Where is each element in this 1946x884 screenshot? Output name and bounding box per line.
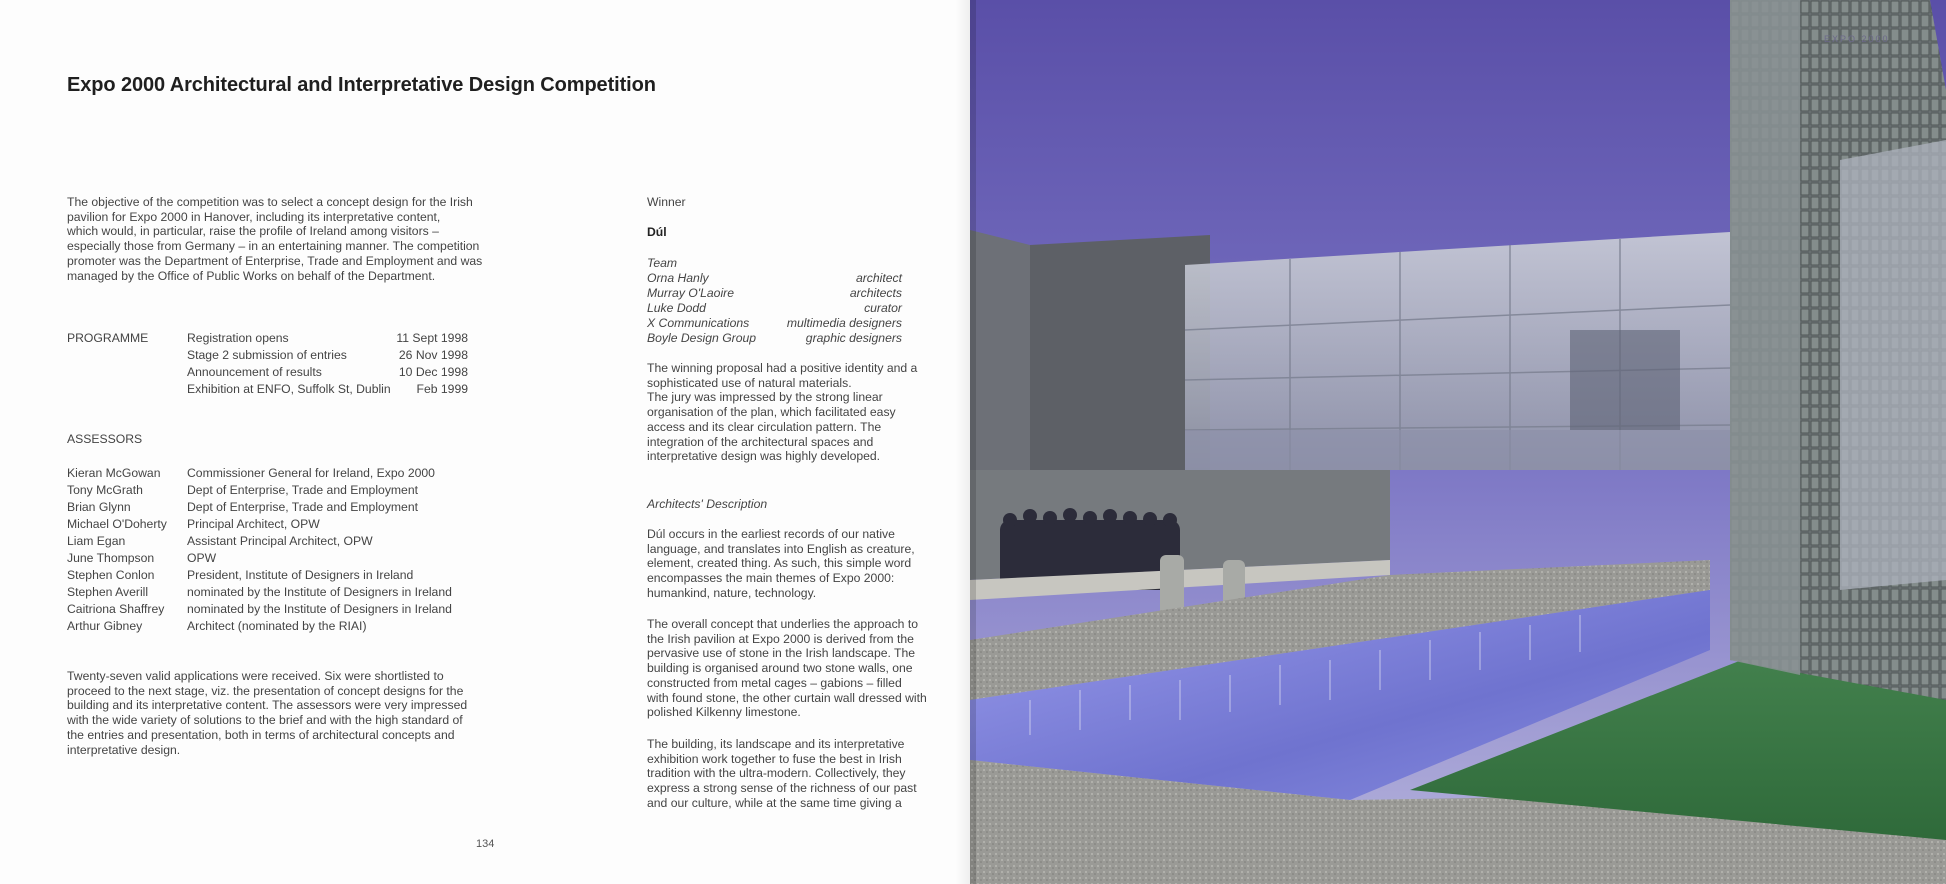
team-member-name: Boyle Design Group [647,331,757,345]
programme-item-label: Registration opens [187,331,289,345]
assessor-name: Michael O'Doherty [67,517,167,531]
team-member-role: architect [855,271,902,285]
assessor-role: nominated by the Institute of Designers in Ireland [187,585,452,599]
description-line: and our culture, while at the same time giving a [647,795,902,810]
team-heading: Team [647,256,678,270]
intro-line: especially those from Germany – in an entertaining manner. The competition [67,239,480,254]
description-line: building is organised around two stone walls, one [647,661,913,676]
outcome-line: Twenty-seven valid applications were received. Six were shortlisted to [67,669,444,683]
assessor-name: June Thompson [67,551,155,565]
outcome-line: the entries and presentation, both in terms of architectural concepts and [67,727,455,742]
outcome-line: proceed to the next stage, viz. the presentation of concept designs for the [67,683,464,698]
outcome-line: building and its interpretative content. The assessors were very impressed [67,698,468,713]
description-line: Dúl occurs in the earliest records of our native [647,527,895,541]
assessor-role: Dept of Enterprise, Trade and Employment [187,500,419,514]
description-line: tradition with the ultra-modern. Collectively, they [647,766,906,781]
assessor-name: Tony McGrath [67,483,143,497]
assessor-name: Arthur Gibney [67,619,143,633]
intro-line: The objective of the competition was to select a concept design for the Irish [67,195,473,209]
assessor-role: President, Institute of Designers in Ireland [187,568,414,582]
pavilion-rendering [970,0,1946,884]
team-member-role: graphic designers [805,331,902,345]
outcome-paragraph [67,669,467,757]
book-gutter [955,0,970,884]
jury-line: organisation of the plan, which facilitated easy [647,405,896,420]
description-line: The building, its landscape and its interpretative [647,737,905,751]
assessors-heading: ASSESSORS [67,432,143,446]
assessor-name: Caitriona Shaffrey [67,602,165,616]
intro-line: which would, in particular, raise the profile of Ireland among visitors – [67,224,439,239]
description-line: language, and translates into English as creature, [647,541,915,556]
assessor-role: nominated by the Institute of Designers in Ireland [187,602,452,616]
description-line: The overall concept that underlies the approach to [647,617,919,631]
description-paragraph-2 [647,617,927,720]
assessor-name: Kieran McGowan [67,466,161,480]
description-line: the Irish pavilion at Expo 2000 is derived from the [647,631,914,646]
description-line: exhibition work together to fuse the best in Irish [647,751,902,766]
assessor-role: Principal Architect, OPW [187,517,320,531]
team-member-role: multimedia designers [786,316,902,330]
description-paragraph-3 [647,737,917,811]
team-member-name: Murray O'Laoire [647,286,734,300]
team-member-name: Orna Hanly [647,271,709,285]
team-member-role: curator [864,301,902,315]
outcome-line: with the wide variety of solutions to the brief and with the high standard of [67,713,463,728]
description-line: constructed from metal cages – gabions – filled [647,675,902,690]
winner-name: Dúl [647,225,667,239]
programme-heading: PROGRAMME [67,331,149,345]
programme-item-label: Stage 2 submission of entries [187,348,347,362]
team-member-name: X Communications [647,316,750,330]
team-member-role: architects [849,286,902,300]
jury-paragraph [647,361,917,464]
pavilion-rendering-image [970,0,1946,884]
jury-line: interpretative design was highly developed. [647,449,881,464]
description-heading: Architects' Description [647,497,768,511]
description-line: element, created thing. As such, this simple word [647,556,912,571]
jury-line: access and its clear circulation pattern. The [647,419,882,434]
description-line: polished Kilkenny limestone. [647,705,801,720]
running-head: EXPO 2000 [1824,34,1890,44]
programme-item-date: 10 Dec 1998 [398,365,468,379]
left-page [0,0,970,884]
jury-line: sophisticated use of natural materials. [647,375,852,390]
jury-line: The jury was impressed by the strong linear [647,390,883,405]
description-line: humankind, nature, technology. [647,585,817,600]
jury-line: The winning proposal had a positive identity and a [647,361,918,375]
programme-item-date: 11 Sept 1998 [396,331,468,345]
assessor-name: Brian Glynn [67,500,131,514]
winner-label: Winner [647,195,686,209]
intro-line: pavilion for Expo 2000 in Hanover, including its interpretative content, [67,209,441,224]
assessor-role: Commissioner General for Ireland, Expo 2000 [187,466,435,480]
description-paragraph-1 [647,527,915,601]
page-number: 134 [476,838,495,850]
assessor-role: OPW [187,551,217,565]
jury-line: integration of the architectural spaces and [647,434,874,449]
programme-item-date: 26 Nov 1998 [398,348,468,362]
intro-line: managed by the Office of Public Works on behalf of the Department. [67,268,436,283]
assessor-role: Dept of Enterprise, Trade and Employment [187,483,419,497]
programme-item-label: Announcement of results [187,365,322,379]
assessor-name: Liam Egan [67,534,126,548]
assessor-role: Architect (nominated by the RIAI) [187,619,367,633]
assessor-role: Assistant Principal Architect, OPW [187,534,373,548]
intro-line: promoter was the Department of Enterprise, Trade and Employment and was [67,253,483,268]
description-line: pervasive use of stone in the Irish landscape. The [647,646,916,661]
assessor-name: Stephen Averill [67,585,149,599]
page-title: Expo 2000 Architectural and Interpretative Design Competition [67,74,656,96]
team-member-name: Luke Dodd [647,301,706,315]
programme-item-date: Feb 1999 [416,382,468,396]
description-line: encompasses the main themes of Expo 2000: [647,571,895,586]
intro-paragraph [67,195,482,283]
outcome-line: interpretative design. [67,742,181,757]
assessor-name: Stephen Conlon [67,568,155,582]
description-line: with found stone, the other curtain wall dressed with [647,690,927,705]
programme-item-label: Exhibition at ENFO, Suffolk St, Dublin [187,382,391,396]
description-line: express a strong sense of the richness of our past [647,781,917,796]
